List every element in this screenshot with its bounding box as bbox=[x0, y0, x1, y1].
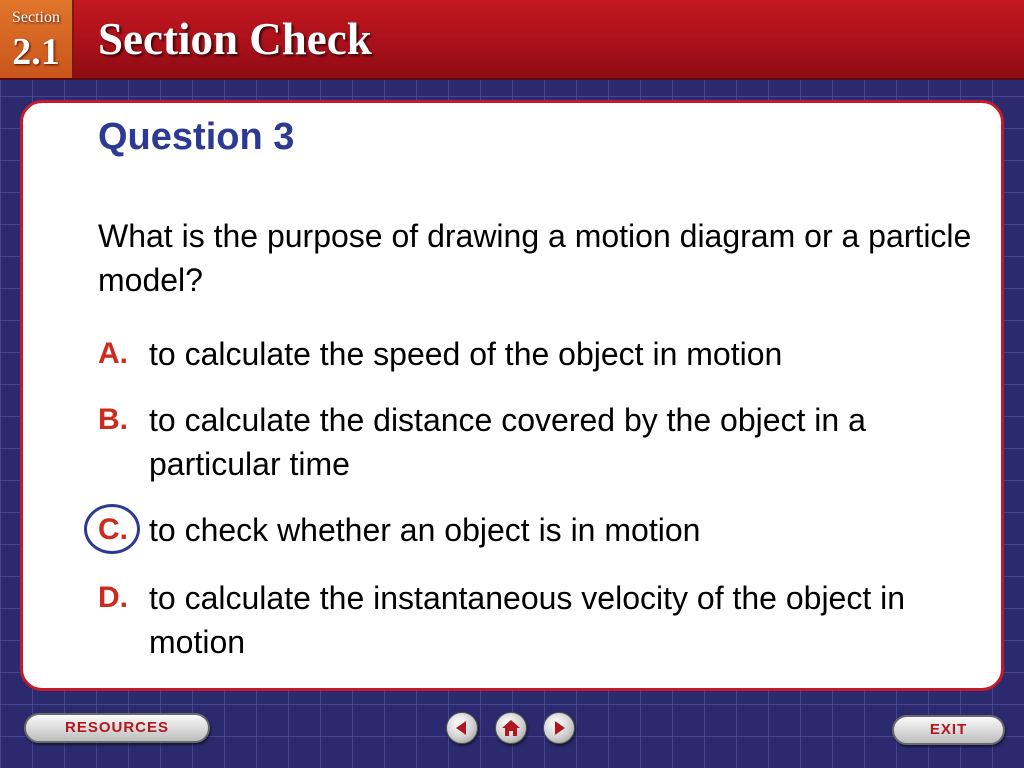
previous-arrow-icon bbox=[452, 718, 472, 738]
header-bar bbox=[0, 0, 1024, 80]
option-letter: D. bbox=[98, 581, 128, 614]
option-letter: B. bbox=[98, 403, 128, 436]
section-badge bbox=[0, 0, 74, 78]
page-title: Section Check bbox=[98, 14, 372, 64]
section-number: 2.1 bbox=[12, 31, 60, 73]
question-text: What is the purpose of drawing a motion diagram or a particle model? bbox=[98, 218, 972, 298]
option-text: to calculate the speed of the object in motion bbox=[149, 336, 783, 372]
option-text: to calculate the distance covered by the object in a particular time bbox=[149, 402, 866, 482]
option-text: to check whether an object is in motion bbox=[149, 512, 701, 548]
exit-button[interactable]: EXIT bbox=[892, 715, 1005, 745]
home-icon bbox=[501, 718, 521, 738]
option-text: to calculate the instantaneous velocity of the object in motion bbox=[149, 580, 906, 660]
option-letter: A. bbox=[98, 337, 128, 370]
next-button[interactable] bbox=[543, 712, 575, 744]
resources-button[interactable]: RESOURCES bbox=[24, 713, 210, 743]
next-arrow-icon bbox=[549, 718, 569, 738]
section-label: Section bbox=[12, 9, 60, 26]
home-button[interactable] bbox=[495, 712, 527, 744]
option-letter: C. bbox=[98, 513, 128, 546]
previous-button[interactable] bbox=[446, 712, 478, 744]
question-title: Question 3 bbox=[98, 116, 295, 158]
